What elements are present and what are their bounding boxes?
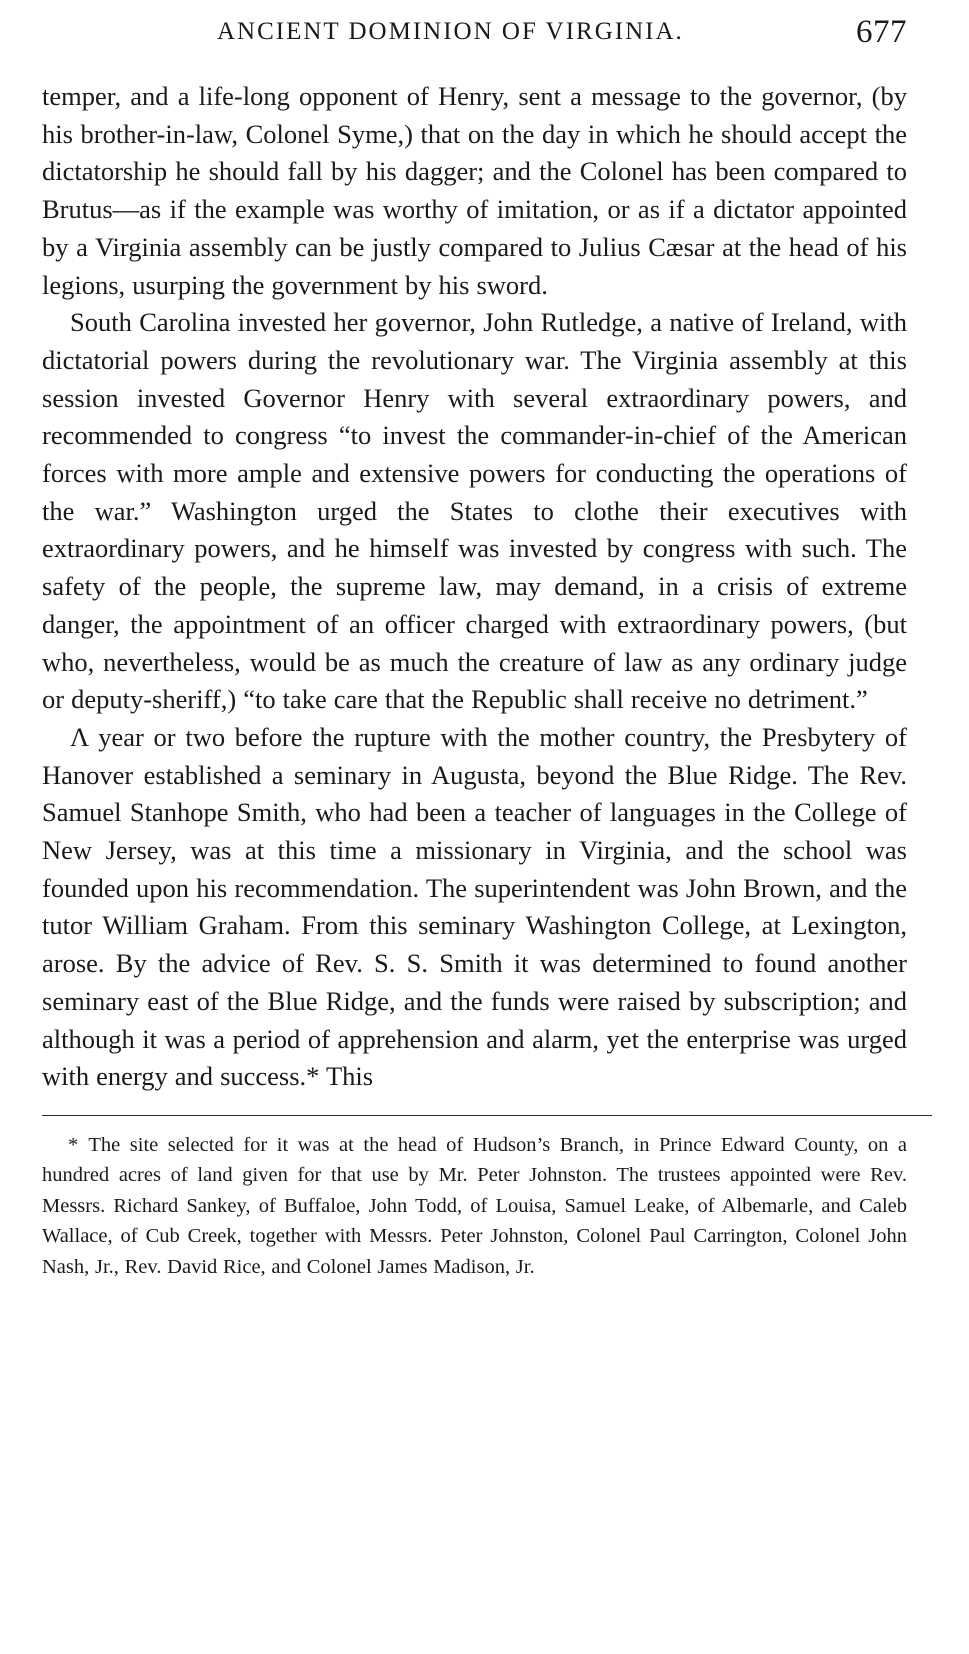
running-head-title: ANCIENT DOMINION OF VIRGINIA. <box>217 18 684 45</box>
footnote-marker: * <box>68 1133 80 1156</box>
paragraph: South Carolina invested her governor, John Rutledge, a native of Ireland, with dictatorial powers during the revolutionary war. The Virginia assembly at this session invested Governor Henry with several extraordinary powers, and recommended to congress “to invest the commander-in-chief of the American forces with more ample and extensive powers for conducting the operations of the war.” Washington urged the States to clothe their executives with extraordinary powers, and he himself was invested by congress with such. The safety of the people, the supreme law, may demand, in a crisis of extreme danger, the appointment of an officer charged with extraordinary powers, (but who, nevertheless, would be as much the creature of law as any ordinary judge or deputy-sheriff,) “to take care that the Republic shall receive no detriment.” <box>42 307 907 715</box>
running-head <box>42 14 907 64</box>
paragraph: Λ year or two before the rupture with the mother country, the Presbytery of Hanover established a seminary in Augusta, beyond the Blue Ridge. The Rev. Samuel Stanhope Smith, who had been a teacher of languages in the College of New Jersey, was at this time a missionary in Virginia, and the school was founded upon his recommendation. The superintendent was John Brown, and the tutor William Graham. From this seminary Washington College, at Lexington, arose. By the advice of Rev. S. S. Smith it was determined to found another seminary east of the Blue Ridge, and the funds were raised by subscription; and although it was a period of apprehension and alarm, yet the enterprise was urged with energy and success.* This <box>42 721 907 1092</box>
footnote-paragraph <box>42 1130 907 1283</box>
body-text <box>42 78 907 1096</box>
footnote-text: The site selected for it was at the head of Hudson’s Branch, in Prince Edward County, on a hundred acres of land given for that use by Mr. Peter Johnston. The trustees appointed were Rev. Messrs. Richard Sankey, of Buffaloe, John Todd, of Louisa, Samuel Leake, of Albemarle, and Caleb Wallace, of Cub Creek, together with Messrs. Peter Johnston, Colonel Paul Carrington, Colonel John Nash, Jr., Rev. David Rice, and Colonel James Madison, Jr. <box>42 1133 907 1278</box>
footnote-divider <box>42 1115 932 1116</box>
footnote <box>42 1130 907 1283</box>
paragraph: temper, and a life-long opponent of Henry, sent a message to the governor, (by his brother-in-law, Colonel Syme,) that on the day in which he should accept the dictatorship he should fall by his dagger; and the Colonel has been compared to Brutus—as if the example was worthy of imitation, or as if a dictator appointed by a Virginia assembly can be justly compared to Julius Cæsar at the head of his legions, usurping the government by his sword. <box>42 81 907 300</box>
page-number: 677 <box>856 14 907 50</box>
